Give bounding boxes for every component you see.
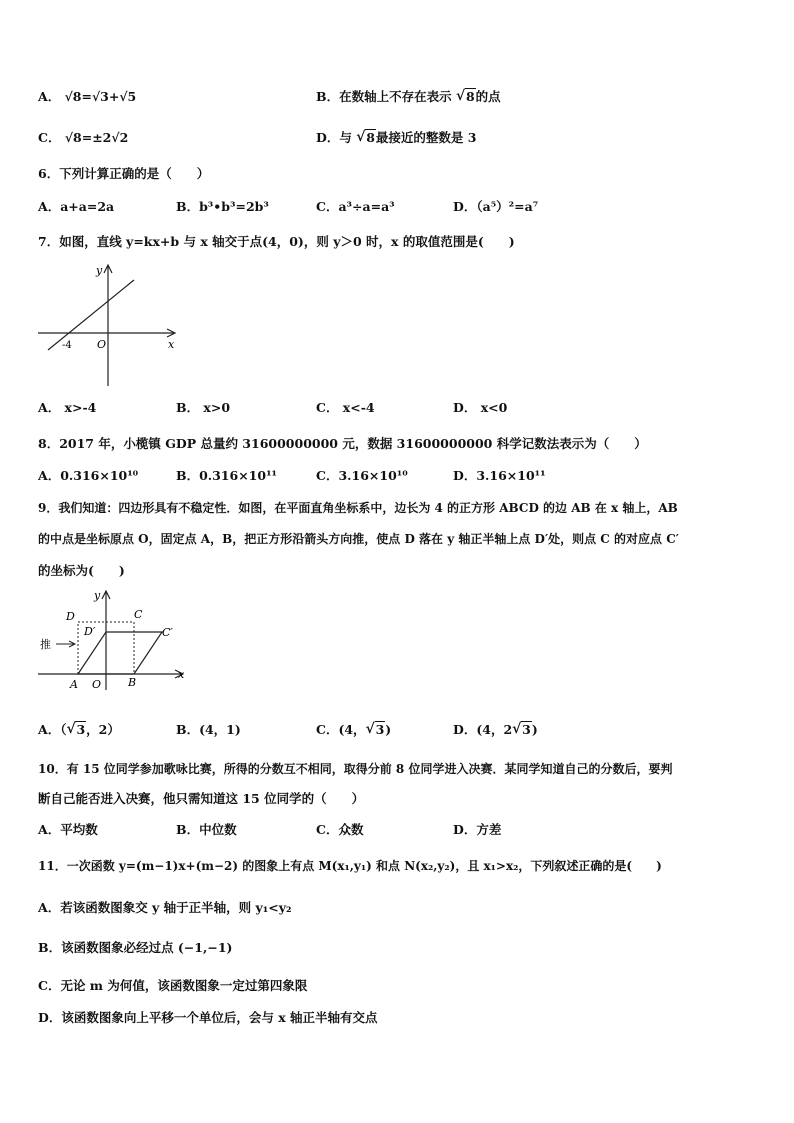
q5-b-post: 的点 xyxy=(475,89,501,104)
push-label: 推 xyxy=(40,638,51,651)
q9-square-figure xyxy=(34,586,194,694)
sqrt-symbol xyxy=(356,129,376,147)
q9-stem-line2: 的中点是坐标原点 O，固定点 A，B，把正方形沿箭头方向推，使点 D 落在 y 轴正半轴上点 D′处，则点 C 的对应点 C′ xyxy=(38,532,679,546)
q9-option-d xyxy=(453,721,538,739)
q7-stem: 7．如图，直线 y=kx+b 与 x 轴交于点(4，0)，则 y＞0 时，x 的取值范围是( ) xyxy=(38,234,515,249)
q11-option-c: C．无论 m 为何值，该函数图象一定过第四象限 xyxy=(38,978,308,993)
label-o: O xyxy=(92,678,102,691)
sqrt-symbol xyxy=(456,88,476,106)
q9-a-rad: 3 xyxy=(76,722,86,737)
y-axis-label: y xyxy=(94,589,101,602)
q9-stem-line3: 的坐标为( ) xyxy=(38,563,125,578)
q9-d-rad: 3 xyxy=(522,722,531,737)
q7-option-a: A． x>-4 xyxy=(38,400,97,415)
q9-stem-line1: 9．我们知道：四边形具有不稳定性．如图，在平面直角坐标系中，边长为 4 的正方形 ABCD 的边 AB 在 x 轴上，AB xyxy=(38,501,678,515)
q9-option-b: B．(4，1) xyxy=(176,722,241,737)
q9-c-label: C．(4， xyxy=(316,722,366,737)
q5-c-expr: √8=±2√2 xyxy=(64,130,129,145)
label-b: B xyxy=(128,676,137,689)
q9-d-label: D．(4，2 xyxy=(453,722,513,737)
q11-option-a: A．若该函数图象交 y 轴于正半轴，则 y₁<y₂ xyxy=(38,900,292,915)
q6-option-a: A．a+a=2a xyxy=(38,199,115,214)
q9-option-c xyxy=(316,721,391,739)
tick-label: -4 xyxy=(62,340,72,351)
pushed-parallelogram xyxy=(78,632,162,674)
x-axis-label: x xyxy=(178,668,185,681)
q7-line-graph xyxy=(34,258,184,390)
q9-d-post: ) xyxy=(531,722,538,737)
q8-option-a: A．0.316×10¹⁰ xyxy=(38,468,139,483)
q9-c-post: ) xyxy=(385,722,392,737)
label-d-prime: D′ xyxy=(84,625,96,638)
q9-a-label: A．（ xyxy=(38,722,67,737)
q5-b-label: B． xyxy=(316,89,340,104)
y-axis-label: y xyxy=(96,264,103,277)
q7-option-b: B． x>0 xyxy=(176,400,231,415)
q10-stem-line2: 断自己能否进入决赛，他只需知道这 15 位同学的（ ） xyxy=(38,791,365,806)
q10-option-d: D．方差 xyxy=(453,822,502,837)
q5-b-rad: 8 xyxy=(465,89,475,104)
sqrt-symbol xyxy=(66,721,86,739)
q5-a-expr: √8=√3+√5 xyxy=(64,89,137,104)
q11-stem: 11．一次函数 y=(m−1)x+(m−2) 的图象上有点 M(x₁,y₁) 和点 N(x₂,y₂)，且 x₁>x₂，下列叙述正确的是( ) xyxy=(38,859,662,873)
q7-option-c: C． x<-4 xyxy=(316,400,375,415)
q10-option-c: C．众数 xyxy=(316,822,364,837)
q8-option-b: B．0.316×10¹¹ xyxy=(176,468,278,483)
label-c-prime: C′ xyxy=(162,626,173,639)
x-axis-label: x xyxy=(168,338,175,351)
label-a: A xyxy=(70,678,78,691)
q11-option-b: B．该函数图象必经过点 (−1,−1) xyxy=(38,940,233,955)
q6-option-d: D．（a⁵）²=a⁷ xyxy=(453,199,539,214)
q8-option-d: D．3.16×10¹¹ xyxy=(453,468,546,483)
function-line xyxy=(48,280,134,350)
q6-option-c: C．a³÷a=a³ xyxy=(316,199,395,214)
label-c: C xyxy=(134,608,143,621)
q9-c-rad: 3 xyxy=(375,722,385,737)
q10-option-a: A．平均数 xyxy=(38,822,98,837)
q8-option-c: C．3.16×10¹⁰ xyxy=(316,468,408,483)
q6-stem: 6．下列计算正确的是（ ） xyxy=(38,166,210,181)
q7-option-d: D． x<0 xyxy=(453,400,508,415)
q5-d-pre: 与 xyxy=(339,130,352,145)
label-d: D xyxy=(66,610,75,623)
sqrt-symbol xyxy=(512,721,532,739)
q5-d-post: 最接近的整数是 3 xyxy=(375,130,477,145)
q6-option-b: B．b³•b³=2b³ xyxy=(176,199,269,214)
sqrt-symbol xyxy=(366,721,386,739)
q8-stem: 8．2017 年，小榄镇 GDP 总量约 31600000000 元，数据 31600000000 科学记数法表示为（ ） xyxy=(38,436,647,451)
q9-option-a xyxy=(38,721,120,739)
q10-stem-line1: 10．有 15 位同学参加歌咏比赛，所得的分数互不相同，取得分前 8 位同学进入决赛．某同学知道自己的分数后，要判 xyxy=(38,762,673,776)
q5-option-d xyxy=(316,129,476,147)
q9-a-post: ，2） xyxy=(86,722,120,737)
q5-option-b xyxy=(316,88,501,106)
q5-a-label: A． xyxy=(38,89,61,104)
q5-d-label: D． xyxy=(316,130,340,145)
q10-option-b: B．中位数 xyxy=(176,822,237,837)
q11-option-d: D．该函数图象向上平移一个单位后，会与 x 轴正半轴有交点 xyxy=(38,1010,378,1025)
q5-option-c xyxy=(38,129,128,147)
q5-b-pre: 在数轴上不存在表示 xyxy=(339,89,452,104)
q5-d-rad: 8 xyxy=(366,130,375,145)
origin-label: O xyxy=(97,338,107,351)
q5-c-label: C． xyxy=(38,130,61,145)
q5-option-a xyxy=(38,88,136,106)
